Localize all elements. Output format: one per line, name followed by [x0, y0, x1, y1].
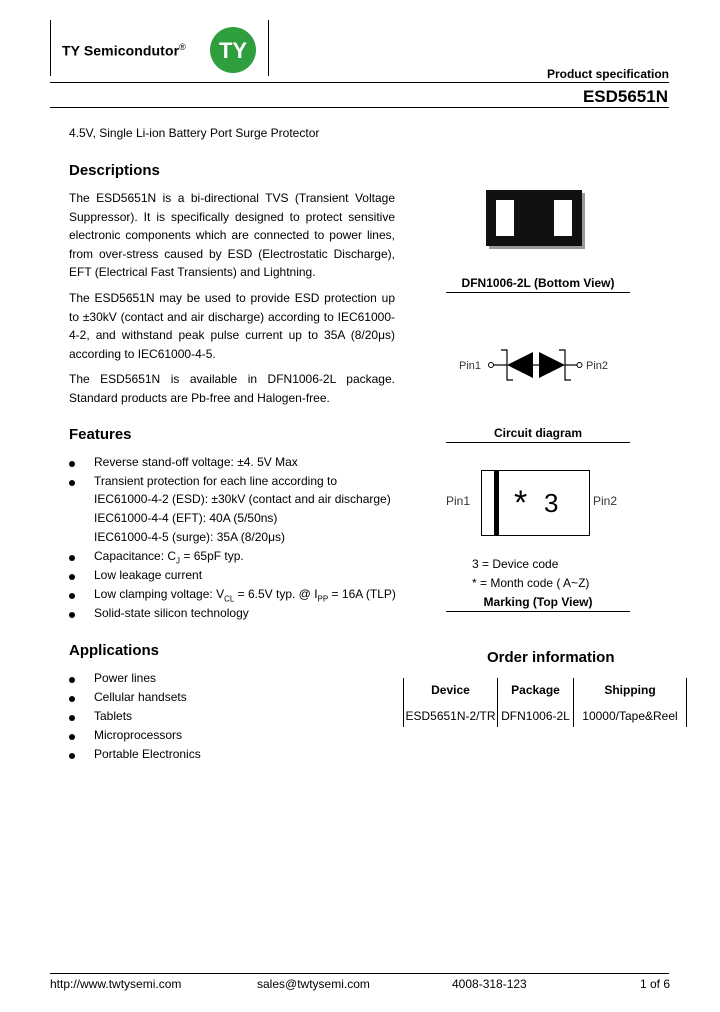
header-divider-right [268, 20, 269, 76]
document-subtitle: 4.5V, Single Li-ion Battery Port Surge Protector [69, 126, 320, 140]
marking-pin2-label: Pin2 [593, 494, 618, 508]
diode-right-icon [539, 352, 565, 378]
marking-caption: Marking (Top View) [483, 595, 593, 609]
footer-page-number: 1 of 6 [640, 977, 671, 991]
table-border-right [686, 678, 687, 727]
bullet-icon [69, 574, 75, 580]
ty-logo [209, 26, 257, 74]
bullet-icon [69, 612, 75, 618]
bullet-icon [69, 734, 75, 740]
pin2-label: Pin2 [586, 360, 609, 372]
pad-right [554, 200, 572, 236]
application-text: Microprocessors [94, 728, 183, 742]
feature-sub-item: IEC61000-4-5 (surge): 35A (8/20μs) [94, 530, 286, 544]
table-cell-shipping: 10000/Tape&Reel [582, 709, 678, 723]
marking-device-code: 3 [544, 488, 559, 518]
footer-email[interactable]: sales@twtysemi.com [257, 977, 370, 991]
footer-rule [50, 973, 669, 974]
application-text: Tablets [94, 709, 133, 723]
bullet-icon [69, 753, 75, 759]
header-rule-2 [50, 107, 669, 108]
feature-sub-item: IEC61000-4-2 (ESD): ±30kV (contact and air discharge) [94, 492, 391, 506]
description-paragraph-3: The ESD5651N is available in DFN1006-2L package. Standard products are Pb-free and Halogen-free. [69, 372, 395, 405]
circuit-diagram [455, 340, 625, 390]
bullet-icon [69, 715, 75, 721]
feature-text: Low clamping voltage: $V_{CL} = 6.5V$ typ. @ $I_{PP} = 16A$ (TLP) [94, 587, 396, 604]
feature-text: Solid-state silicon technology [94, 606, 249, 620]
header-rule [50, 82, 669, 83]
applications-heading: Applications [69, 642, 160, 659]
description-paragraph-2: The ESD5651N may be used to provide ESD protection up to ±30kV (contact and air discharge) according to IEC61000-4-2, and withstand peak pulse current up to 35A (8/20μs) according to IEC61000-4-5. [69, 291, 395, 361]
feature-text: Low leakage current [94, 568, 203, 582]
package-caption-rule [446, 292, 630, 293]
pin1-indicator-bar [494, 471, 499, 535]
marking-box [481, 470, 590, 536]
marking-pin1-label: Pin1 [446, 494, 471, 508]
table-cell-device: ESD5651N-2/TR [405, 709, 496, 723]
feature-text: Reverse stand-off voltage: ±4. 5V Max [94, 455, 298, 469]
marking-caption-rule [446, 611, 630, 612]
bullet-icon [69, 461, 75, 467]
footer-phone: 4008-318-123 [452, 977, 527, 991]
order-information-heading: Order information [487, 649, 615, 666]
feature-sub-item: IEC61000-4-4 (EFT): 40A (5/50ns) [94, 511, 278, 525]
pin1-label: Pin1 [459, 360, 482, 372]
description-paragraph-1: The ESD5651N is a bi-directional TVS (Transient Voltage Suppressor). It is specifically designed to protect sensitive electronic components which are connected to power lines, from over-stress caused by ESD (Electrostatic Discharge), EFT (Electrical Fast Transients) and Lightning. [69, 191, 395, 280]
bullet-icon [69, 677, 75, 683]
registered-mark: ® [179, 42, 186, 52]
table-header-package: Package [511, 683, 560, 697]
package-caption: DFN1006-2L (Bottom View) [461, 276, 615, 290]
pin1-terminal-icon [489, 363, 494, 368]
feature-text: Transient protection for each line according to [94, 474, 338, 488]
marking-month-code: * [514, 484, 528, 522]
product-specification-label: Product specification [546, 67, 669, 81]
company-name [62, 42, 186, 59]
features-heading: Features [69, 426, 132, 443]
feature-text: Capacitance: $C_J = 65pF$ typ. [94, 549, 244, 566]
pin2-terminal-icon [577, 363, 582, 368]
application-text: Power lines [94, 671, 157, 685]
logo-text: TY [218, 38, 248, 63]
footer-url[interactable]: http://www.twtysemi.com [50, 977, 182, 991]
application-text: Portable Electronics [94, 747, 201, 761]
application-text: Cellular handsets [94, 690, 187, 704]
bullet-icon [69, 593, 75, 599]
table-cell-package: DFN1006-2L [501, 709, 570, 723]
legend-device-code: 3 = Device code [472, 557, 559, 571]
circuit-caption-rule [446, 442, 630, 443]
descriptions-heading: Descriptions [69, 162, 160, 179]
bullet-icon [69, 480, 75, 486]
circuit-caption: Circuit diagram [493, 426, 583, 440]
company-name-text: TY Semicondutor [62, 42, 180, 59]
bullet-icon [69, 696, 75, 702]
part-number: ESD5651N [582, 87, 668, 106]
table-header-shipping: Shipping [604, 683, 656, 697]
package-bottom-view-figure [486, 190, 586, 250]
pad-left [496, 200, 514, 236]
bullet-icon [69, 555, 75, 561]
header-divider-left [50, 20, 51, 76]
diode-left-icon [507, 352, 533, 378]
legend-month-code: * = Month code ( A~Z) [472, 576, 590, 590]
table-header-device: Device [431, 683, 470, 697]
